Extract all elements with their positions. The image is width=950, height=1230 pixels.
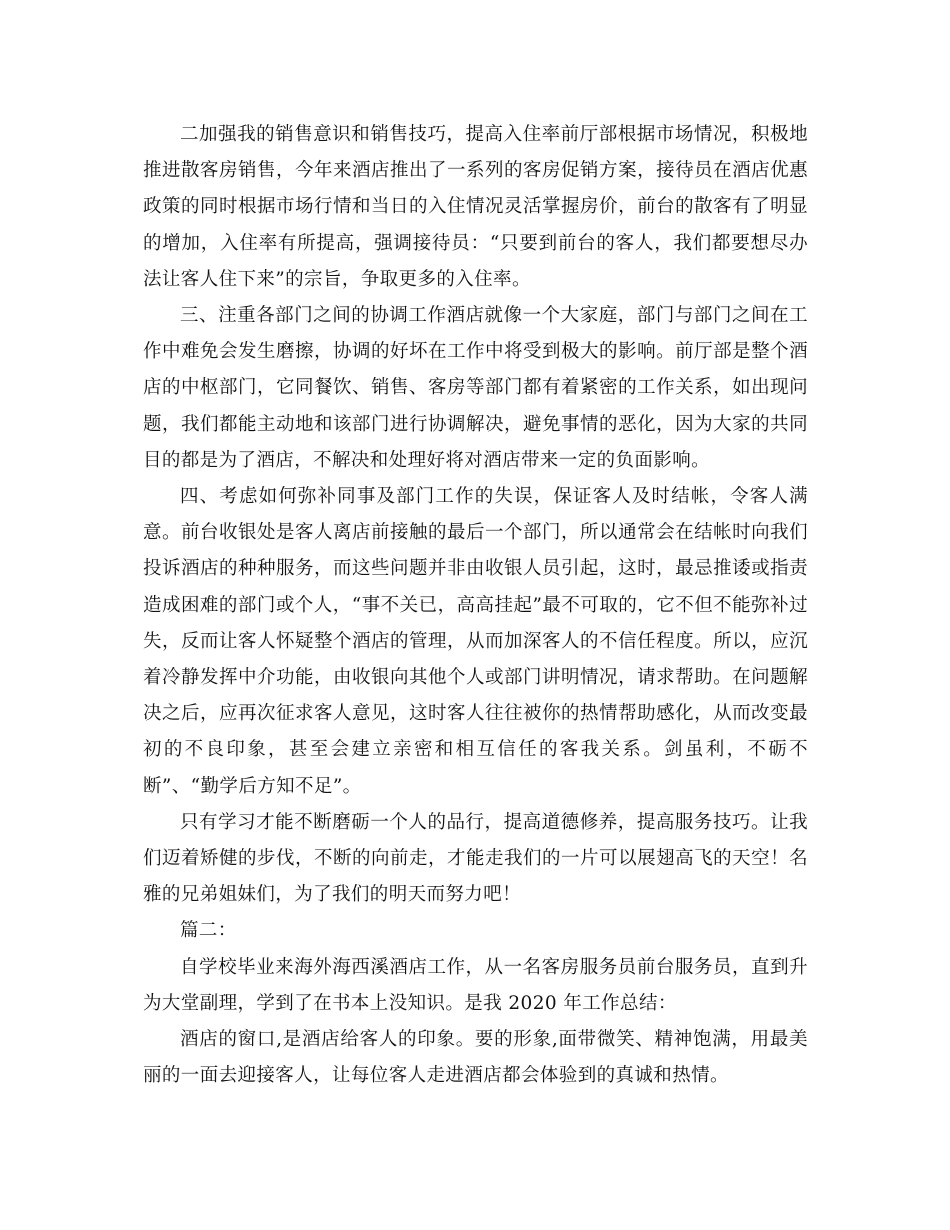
section-heading-part-two: 篇二： [180,920,237,942]
paragraph-department-coordination: 三、注重各部门之间的协调工作酒店就像一个大家庭，部门与部门之间在工作中难免会发生磨擦，协调的好坏在工作中将受到极大的影响。前厅部是整个酒店的中枢部门，它同餐饮、销售、客房等部门都有着紧密的工作关系，如出现问题，我们都能主动地和该部门进行协调解决，避免事情的恶化，因为大家的共同目的都是为了酒店，不解决和处理好将对酒店带来一定的负面影响。 [143,305,808,471]
paragraph-learning: 只有学习才能不断磨砺一个人的品行，提高道德修养，提高服务技巧。让我们迈着矫健的步伐，不断的向前走，才能走我们的一片可以展翅高飞的天空！名雅的兄弟姐妹们，为了我们的明天而努力吧！ [143,811,808,906]
paragraph-work-history: 自学校毕业来海外海西溪酒店工作，从一名客房服务员前台服务员，直到升为大堂副理，学到了在书本上没知识。是我 2020 年工作总结： [143,956,808,1014]
paragraph-remedy-mistakes: 四、考虑如何弥补同事及部门工作的失误，保证客人及时结帐，令客人满意。前台收银处是客人离店前接触的最后一个部门，所以通常会在结帐时向我们投诉酒店的种种服务，而这些问题并非由收银人员引起，这时，最忌推诿或指责造成困难的部门或个人，“事不关已，高高挂起”最不可取的，它不但不能弥补过失，反而让客人怀疑整个酒店的管理，从而加深客人的不信任程度。所以，应沉着冷静发挥中介功能，由收银向其他个人或部门讲明情况，请求帮助。在问题解决之后，应再次征求客人意见，这时客人往往被你的热情帮助感化，从而改变最初的不良印象，甚至会建立亲密和相互信任的客我关系。剑虽利，不砺不断”、“勤学后方知不足”。 [143,486,808,797]
document-body [143,117,808,1094]
paragraph-hotel-window: 酒店的窗口,是酒店给客人的印象。要的形象,面带微笑、精神饱满，用最美丽的一面去迎接客人，让每位客人走进酒店都会体验到的真诚和热情。 [143,1029,808,1087]
paragraph-sales-awareness: 二加强我的销售意识和销售技巧，提高入住率前厅部根据市场情况，积极地推进散客房销售，今年来酒店推出了一系列的客房促销方案，接待员在酒店优惠政策的同时根据市场行情和当日的入住情况灵活掌握房价，前台的散客有了明显的增加，入住率有所提高，强调接待员：“只要到前台的客人，我们都要想尽办法让客人住下来”的宗旨，争取更多的入住率。 [143,124,808,290]
